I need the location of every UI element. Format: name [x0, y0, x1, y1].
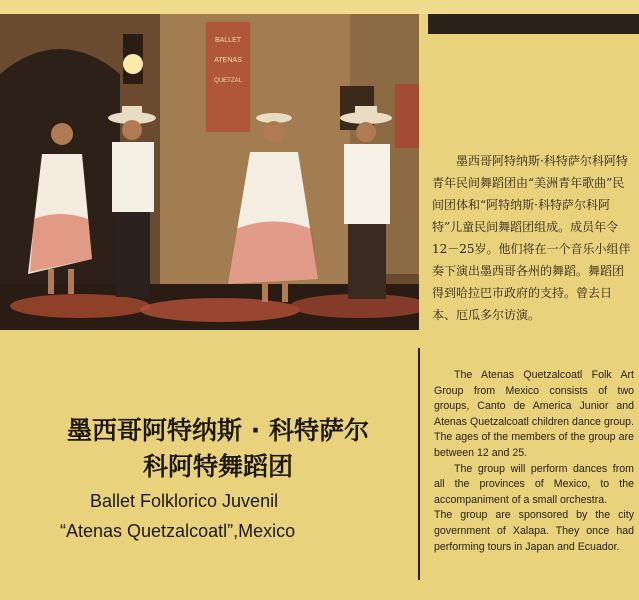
top-margin [0, 0, 639, 14]
top-right-band [428, 14, 639, 34]
banner-text-3: QUETZAL [214, 78, 242, 84]
photo-illustration [0, 14, 419, 330]
right-banner [395, 84, 419, 148]
chinese-description: 墨西哥阿特纳斯·科特萨尔科阿特青年民间舞蹈团由“美洲青年歌曲”民间团体和“阿特纳斯·科特萨尔科阿特”儿童民间舞蹈团组成。成员年令12－25岁。他们将在一个音乐小组伴奏下演出墨西哥各州的舞蹈。舞蹈团得到哈拉巴市政府的支持。曾去日本、厄瓜多尔访演。 [432, 154, 631, 322]
english-paragraph-1: The Atenas Quetzalcoatl Folk Art Group from Mexico consists of two groups, Canto de America Junior and Atenas Quetzalcoatl children dance group. The ages of the members of the group are between 12 and 25. [434, 369, 634, 459]
banner-text-2: ATENAS [214, 57, 242, 64]
chinese-title-line-2: 科阿特舞蹈团 [142, 452, 293, 481]
chinese-title-line-1: 墨西哥阿特纳斯 · 科特萨尔 [67, 416, 369, 445]
banner-text-1: BALLET [214, 37, 242, 44]
english-paragraph-3: The group are sponsored by the city government of Xalapa. They once had performing tours in Japan and Ecuador. [434, 509, 634, 553]
english-title-line-1: Ballet Folklorico Juvenil [90, 491, 279, 511]
english-paragraph-2: The group will perform dances from all the provinces of Mexico, to the accompaniment of a small orchestra. [434, 462, 634, 506]
english-title-line-2: “Atenas Quetzalcoatl”,Mexico [60, 521, 296, 541]
english-description [434, 368, 634, 555]
flowers-center [140, 298, 300, 322]
column-divider [418, 348, 420, 580]
flowers-left [10, 294, 150, 318]
english-title [60, 486, 360, 546]
dancers-photo [0, 14, 419, 330]
lamp-light [123, 54, 143, 74]
chinese-title [18, 413, 418, 485]
